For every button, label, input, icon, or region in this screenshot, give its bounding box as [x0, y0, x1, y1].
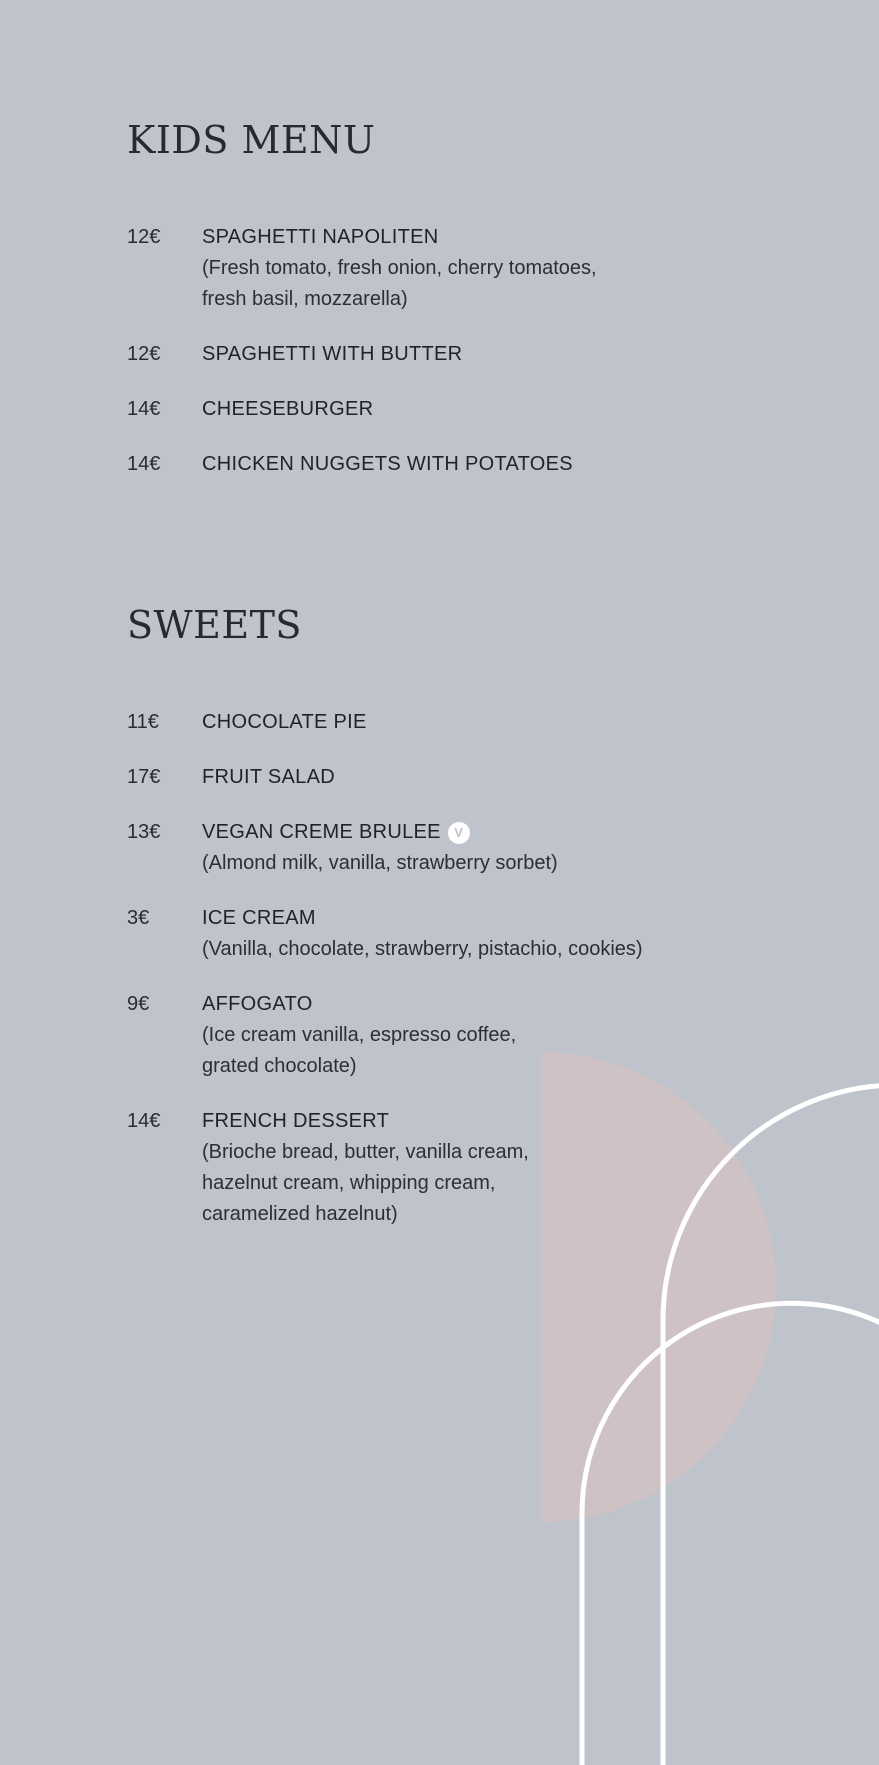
item-body: [202, 707, 847, 738]
item-name: FRUIT SALAD: [202, 766, 335, 788]
item-body: [202, 222, 847, 315]
item-name: CHOCOLATE PIE: [202, 711, 367, 733]
vegan-badge-icon: V: [448, 822, 470, 844]
item-price: 12€: [127, 343, 161, 365]
item-body: [202, 817, 847, 879]
item-name: AFFOGATO: [202, 993, 313, 1015]
kids-menu-title: KIDS MENU: [127, 118, 376, 162]
menu-item: [127, 817, 847, 879]
item-description: (Fresh tomato, fresh onion, cherry tomatoes, fresh basil, mozzarella): [202, 257, 597, 310]
item-name-row: [202, 339, 847, 370]
menu-item: [127, 449, 847, 480]
sweets-title: SWEETS: [127, 603, 302, 647]
item-body: [202, 762, 847, 793]
item-description: (Vanilla, chocolate, strawberry, pistachio, cookies): [202, 938, 643, 960]
menu-item: [127, 394, 847, 425]
item-name: ICE CREAM: [202, 907, 316, 929]
item-price: 14€: [127, 1110, 161, 1132]
kids-menu-list: [127, 222, 847, 480]
item-price: 12€: [127, 226, 161, 248]
item-body: [202, 449, 847, 480]
item-price: 13€: [127, 821, 161, 843]
item-price: 14€: [127, 453, 161, 475]
menu-item: [127, 903, 847, 965]
menu-item: [127, 1106, 847, 1230]
menu-item: [127, 989, 847, 1082]
item-name: FRENCH DESSERT: [202, 1110, 390, 1132]
item-name-row: [202, 222, 847, 253]
item-name-row: [202, 762, 847, 793]
menu-item: [127, 339, 847, 370]
item-description: (Almond milk, vanilla, strawberry sorbet): [202, 852, 558, 874]
item-body: [202, 339, 847, 370]
item-name-row: [202, 817, 847, 848]
item-price: 3€: [127, 907, 150, 929]
item-price: 17€: [127, 766, 161, 788]
menu-item: [127, 707, 847, 738]
item-price: 14€: [127, 398, 161, 420]
item-body: [202, 1106, 847, 1230]
item-body: [202, 394, 847, 425]
item-name: VEGAN CREME BRULEE: [202, 821, 441, 843]
item-name: SPAGHETTI NAPOLITEN: [202, 226, 439, 248]
item-name-row: [202, 707, 847, 738]
item-name: SPAGHETTI WITH BUTTER: [202, 343, 463, 365]
item-name: CHICKEN NUGGETS WITH POTATOES: [202, 453, 573, 475]
item-name: CHEESEBURGER: [202, 398, 374, 420]
item-name-row: [202, 394, 847, 425]
item-body: [202, 989, 847, 1082]
item-body: [202, 903, 847, 965]
item-description: (Ice cream vanilla, espresso coffee, grated chocolate): [202, 1024, 517, 1077]
menu-item: [127, 222, 847, 315]
menu-item: [127, 762, 847, 793]
item-price: 11€: [127, 711, 159, 733]
item-price: 9€: [127, 993, 150, 1015]
sweets-menu-list: [127, 707, 847, 1230]
item-name-row: [202, 449, 847, 480]
item-description: (Brioche bread, butter, vanilla cream, hazelnut cream, whipping cream, caramelized hazelnut): [202, 1141, 529, 1225]
item-name-row: [202, 903, 847, 934]
item-name-row: [202, 989, 847, 1020]
item-name-row: [202, 1106, 847, 1137]
